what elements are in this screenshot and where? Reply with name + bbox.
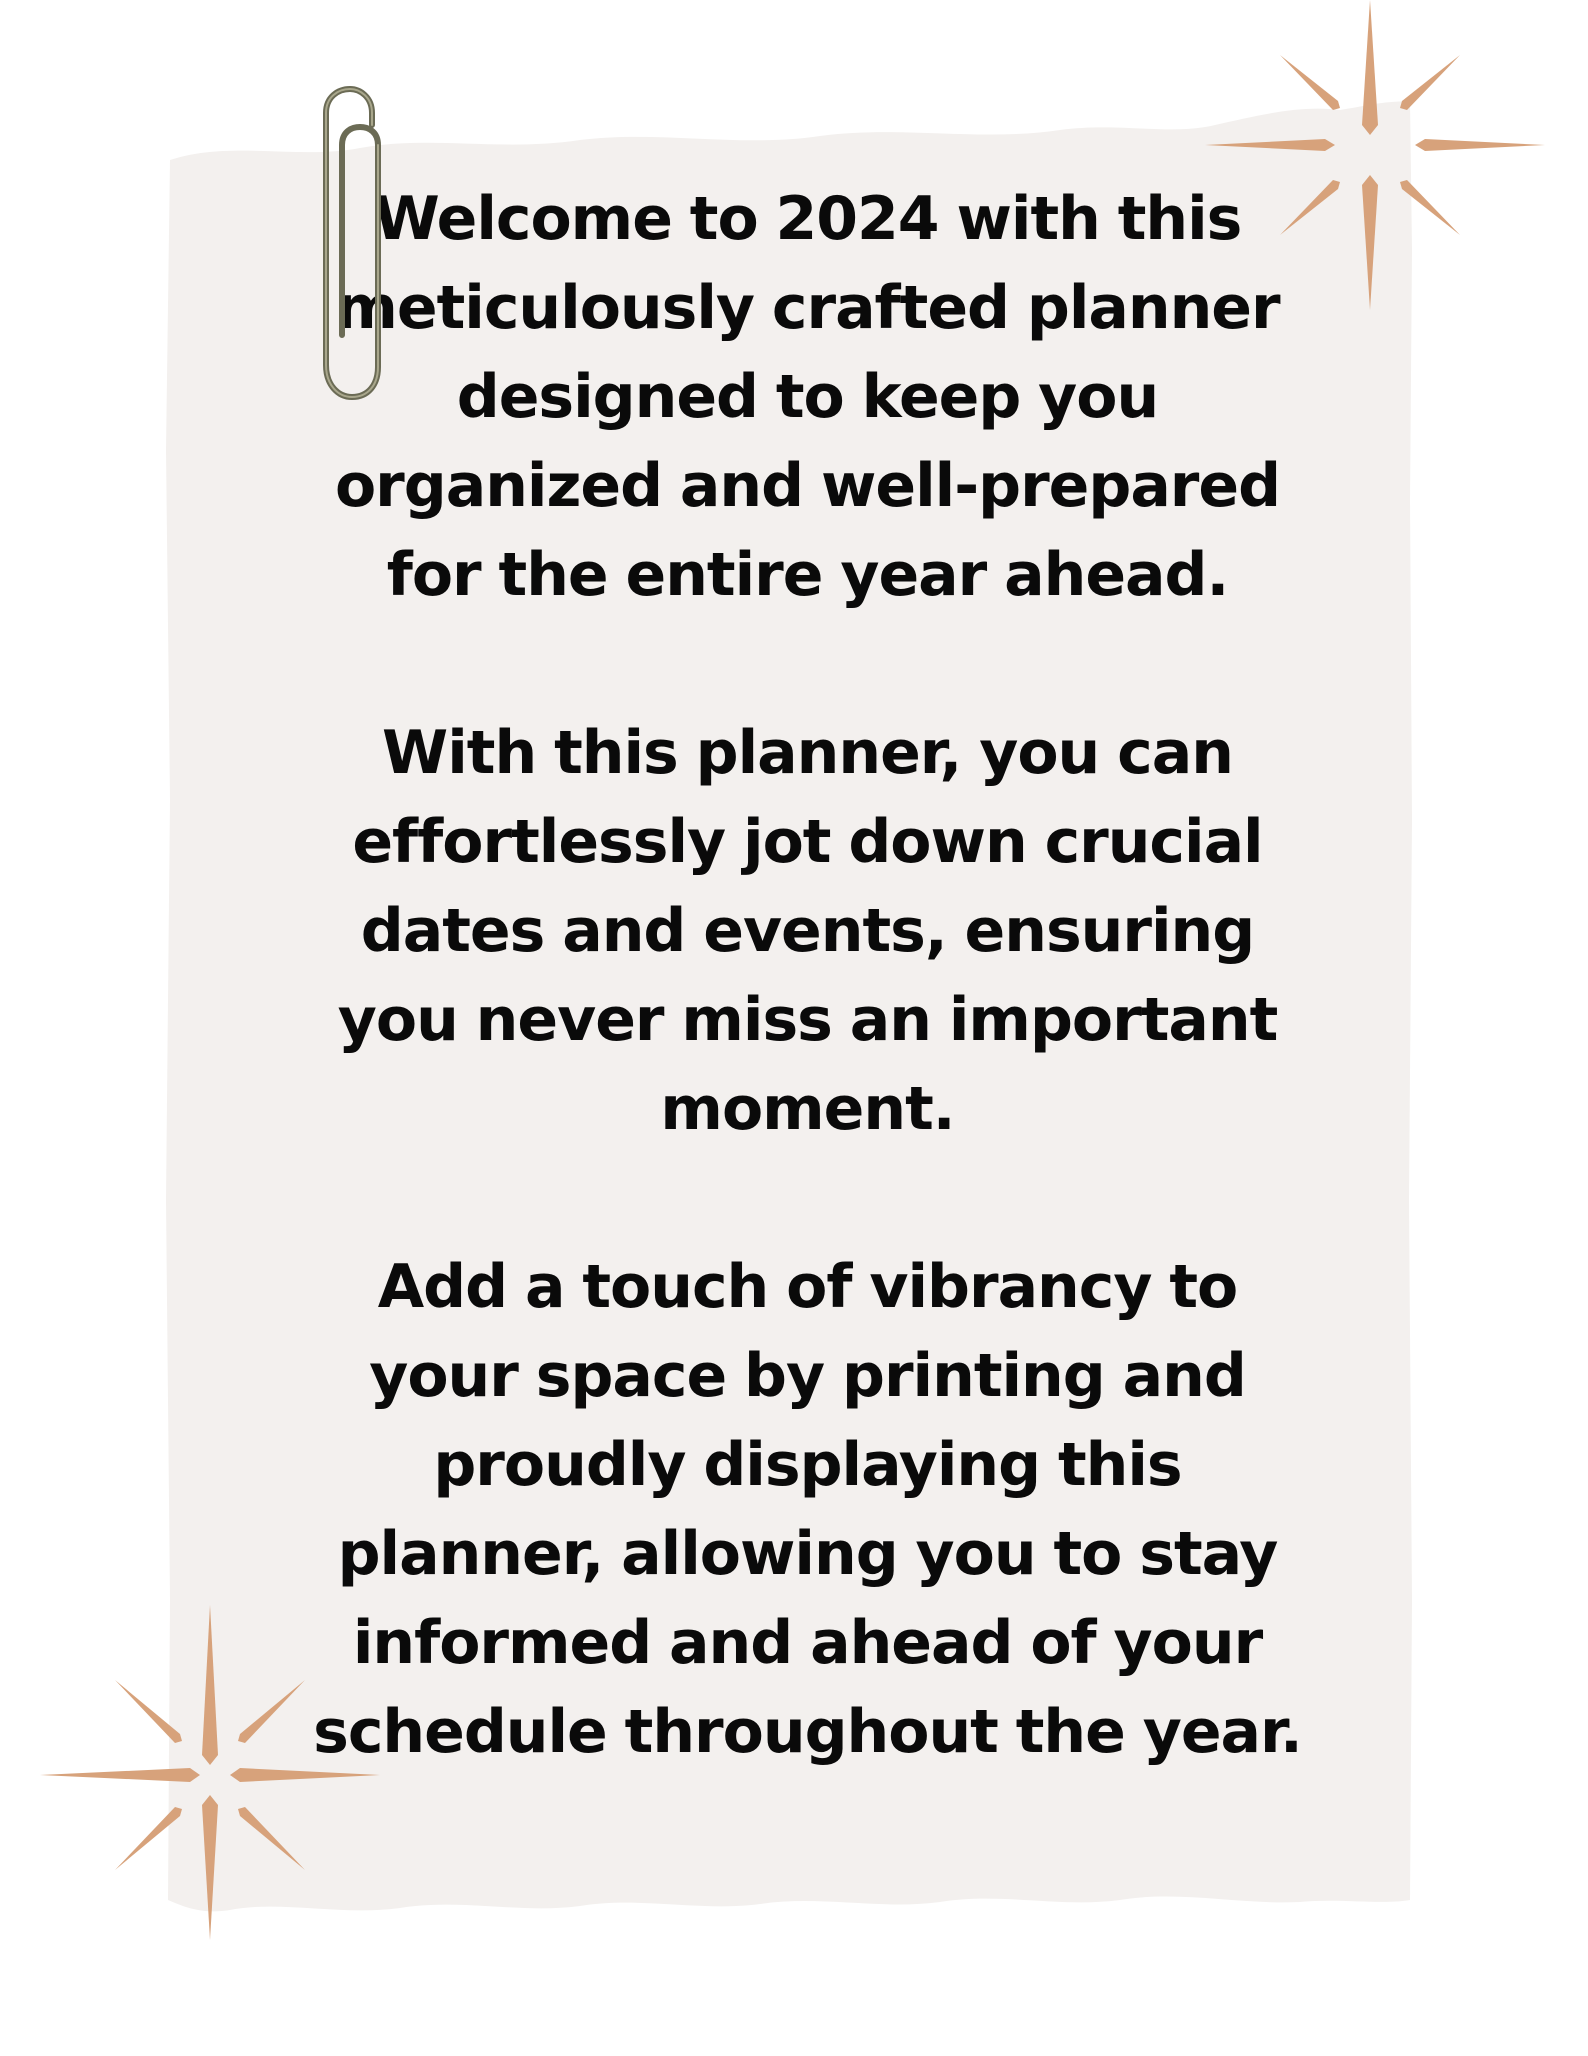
intro-paragraph-display: Add a touch of vibrancy to your space by printing and proudly displaying this planner, allowing you to stay informed and ahead of your schedule throughout the year.	[313, 1252, 1302, 1767]
intro-paragraph-welcome: Welcome to 2024 with this meticulously crafted planner designed to keep you organized and well-prepared for the entire year ahead.	[334, 184, 1281, 610]
planner-intro-text	[215, 175, 1400, 1777]
paperclip-icon	[320, 85, 390, 405]
intro-paragraph-dates: With this planner, you can effortlessly jot down crucial dates and events, ensuring you never miss an important moment.	[337, 718, 1278, 1144]
